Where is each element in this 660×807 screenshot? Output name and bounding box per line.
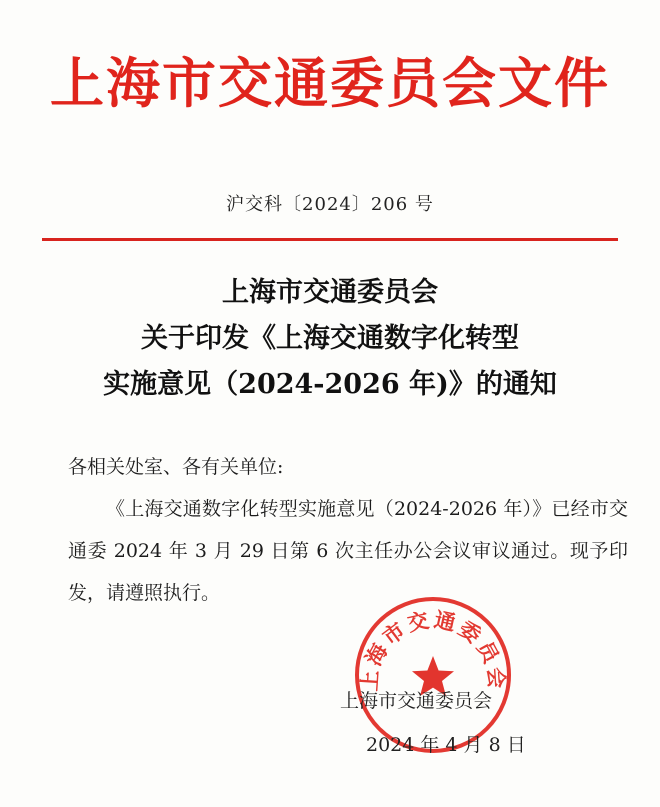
document-header-title: 上海市交通委员会文件 [50, 51, 610, 115]
notice-title-line-3: 实施意见（2024-2026 年)》的通知 [103, 369, 557, 400]
salutation: 各相关处室、各有关单位: [68, 456, 284, 478]
notice-title-line-1: 上海市交通委员会 [222, 277, 438, 308]
notice-body [68, 446, 628, 614]
signature-date: 2024 年 4 月 8 日 [366, 734, 526, 756]
red-divider-line [42, 238, 618, 241]
body-paragraph: 《上海交通数字化转型实施意见（2024-2026 年）》已经市交通委 2024 年 3 月 29 日第 6 次主任办公会议审议通过。现予印发，请遵照执行。 [68, 498, 628, 604]
notice-title [0, 270, 660, 408]
document-number: 沪交科〔2024〕206 号 [226, 194, 434, 215]
signature-organization: 上海市交通委员会 [340, 690, 493, 712]
seal-text: 上海市交通委员会 [356, 606, 510, 693]
notice-title-line-2: 关于印发《上海交通数字化转型 [141, 323, 519, 354]
